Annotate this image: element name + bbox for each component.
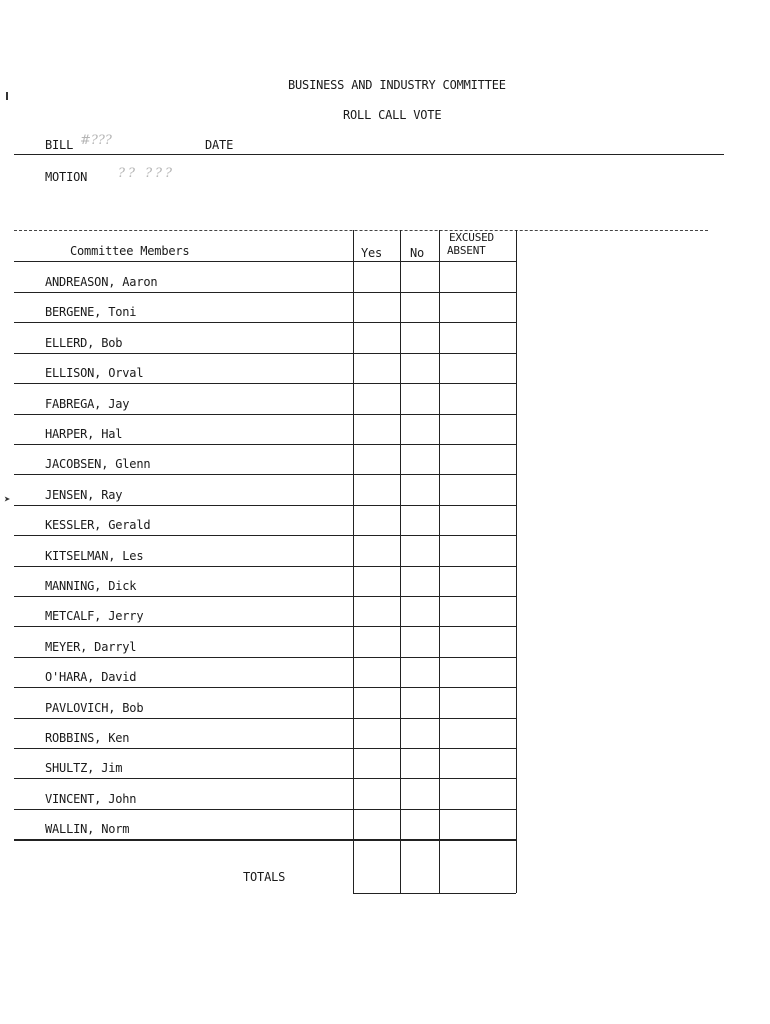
vote-cell-no[interactable] bbox=[400, 657, 439, 687]
member-name: PAVLOVICH, Bob bbox=[45, 701, 144, 715]
vote-cell-no[interactable] bbox=[400, 688, 439, 718]
vote-cell-yes[interactable] bbox=[353, 323, 400, 353]
vote-cell-yes[interactable] bbox=[353, 444, 400, 474]
vote-cell-excused[interactable] bbox=[439, 323, 516, 353]
vote-cell-yes[interactable] bbox=[353, 384, 400, 414]
member-name: JENSEN, Ray bbox=[45, 488, 123, 502]
vote-cell-yes[interactable] bbox=[353, 657, 400, 687]
yes-column-header: Yes bbox=[361, 246, 383, 260]
date-label: DATE bbox=[205, 138, 234, 152]
vote-cell-yes[interactable] bbox=[353, 748, 400, 778]
absent-column-header: ABSENT bbox=[447, 244, 486, 257]
member-name: ELLERD, Bob bbox=[45, 336, 123, 350]
vote-cell-no[interactable] bbox=[400, 414, 439, 444]
vote-cell-yes[interactable] bbox=[353, 688, 400, 718]
member-name: HARPER, Hal bbox=[45, 427, 123, 441]
table-bottom-rule bbox=[353, 893, 516, 894]
vote-cell-no[interactable] bbox=[400, 262, 439, 292]
member-name: VINCENT, John bbox=[45, 792, 137, 806]
vote-cell-excused[interactable] bbox=[439, 536, 516, 566]
vote-cell-excused[interactable] bbox=[439, 779, 516, 809]
vote-cell-yes[interactable] bbox=[353, 809, 400, 839]
vote-cell-yes[interactable] bbox=[353, 536, 400, 566]
margin-arrow-mark: ➤ bbox=[4, 493, 11, 506]
motion-value[interactable]: ?? ??? bbox=[118, 166, 175, 181]
vote-cell-yes[interactable] bbox=[353, 353, 400, 383]
vote-cell-excused[interactable] bbox=[439, 688, 516, 718]
member-name: SHULTZ, Jim bbox=[45, 761, 123, 775]
member-name: METCALF, Jerry bbox=[45, 609, 144, 623]
vote-cell-excused[interactable] bbox=[439, 353, 516, 383]
vote-cell-yes[interactable] bbox=[353, 566, 400, 596]
vote-cell-no[interactable] bbox=[400, 475, 439, 505]
vote-cell-no[interactable] bbox=[400, 627, 439, 657]
vote-cell-no[interactable] bbox=[400, 505, 439, 535]
vote-cell-excused[interactable] bbox=[439, 596, 516, 626]
vote-cell-excused[interactable] bbox=[439, 444, 516, 474]
vote-cell-excused[interactable] bbox=[439, 627, 516, 657]
vote-cell-no[interactable] bbox=[400, 718, 439, 748]
excused-column-header: EXCUSED bbox=[449, 231, 494, 244]
vote-cell-yes[interactable] bbox=[353, 414, 400, 444]
table-top-rule bbox=[14, 230, 708, 231]
vote-cell-excused[interactable] bbox=[439, 505, 516, 535]
member-name: ROBBINS, Ken bbox=[45, 731, 130, 745]
vote-cell-no[interactable] bbox=[400, 323, 439, 353]
vote-cell-excused[interactable] bbox=[439, 262, 516, 292]
vote-cell-excused[interactable] bbox=[439, 475, 516, 505]
vote-cell-yes[interactable] bbox=[353, 475, 400, 505]
members-bottom-rule bbox=[14, 840, 516, 841]
vote-cell-no[interactable] bbox=[400, 384, 439, 414]
vote-cell-excused[interactable] bbox=[439, 657, 516, 687]
bill-label: BILL bbox=[45, 138, 74, 152]
member-name: FABREGA, Jay bbox=[45, 397, 130, 411]
member-name: ANDREASON, Aaron bbox=[45, 275, 158, 289]
vote-cell-excused[interactable] bbox=[439, 384, 516, 414]
vote-cell-no[interactable] bbox=[400, 353, 439, 383]
member-name: MANNING, Dick bbox=[45, 579, 137, 593]
vote-cell-no[interactable] bbox=[400, 596, 439, 626]
member-name: BERGENE, Toni bbox=[45, 305, 137, 319]
bill-date-rule bbox=[14, 154, 724, 155]
member-name: KESSLER, Gerald bbox=[45, 518, 151, 532]
member-name: WALLIN, Norm bbox=[45, 822, 130, 836]
vote-cell-yes[interactable] bbox=[353, 505, 400, 535]
vote-cell-no[interactable] bbox=[400, 536, 439, 566]
vote-cell-no[interactable] bbox=[400, 566, 439, 596]
vote-cell-no[interactable] bbox=[400, 748, 439, 778]
members-column-header: Committee Members bbox=[70, 244, 190, 258]
no-column-header: No bbox=[410, 246, 425, 260]
vote-cell-yes[interactable] bbox=[353, 627, 400, 657]
vote-cell-yes[interactable] bbox=[353, 718, 400, 748]
vote-cell-excused[interactable] bbox=[439, 748, 516, 778]
vote-cell-excused[interactable] bbox=[439, 718, 516, 748]
committee-title: BUSINESS AND INDUSTRY COMMITTEE bbox=[288, 78, 506, 92]
margin-scan-mark bbox=[6, 92, 8, 100]
vote-cell-yes[interactable] bbox=[353, 292, 400, 322]
vote-cell-excused[interactable] bbox=[439, 414, 516, 444]
bill-value[interactable]: #??? bbox=[80, 133, 112, 148]
member-name: ELLISON, Orval bbox=[45, 366, 144, 380]
vote-cell-yes[interactable] bbox=[353, 262, 400, 292]
vote-cell-no[interactable] bbox=[400, 779, 439, 809]
roll-call-subtitle: ROLL CALL VOTE bbox=[343, 108, 442, 122]
motion-label: MOTION bbox=[45, 170, 88, 184]
vote-cell-excused[interactable] bbox=[439, 292, 516, 322]
member-name: O'HARA, David bbox=[45, 670, 137, 684]
vote-cell-yes[interactable] bbox=[353, 596, 400, 626]
vote-cell-no[interactable] bbox=[400, 292, 439, 322]
member-name: MEYER, Darryl bbox=[45, 640, 137, 654]
vote-cell-excused[interactable] bbox=[439, 809, 516, 839]
vote-cell-no[interactable] bbox=[400, 444, 439, 474]
excused-col-right-border bbox=[516, 230, 517, 893]
totals-label: TOTALS bbox=[243, 870, 286, 884]
member-name: KITSELMAN, Les bbox=[45, 549, 144, 563]
vote-cell-no[interactable] bbox=[400, 809, 439, 839]
vote-cell-excused[interactable] bbox=[439, 566, 516, 596]
vote-cell-yes[interactable] bbox=[353, 779, 400, 809]
member-name: JACOBSEN, Glenn bbox=[45, 457, 151, 471]
